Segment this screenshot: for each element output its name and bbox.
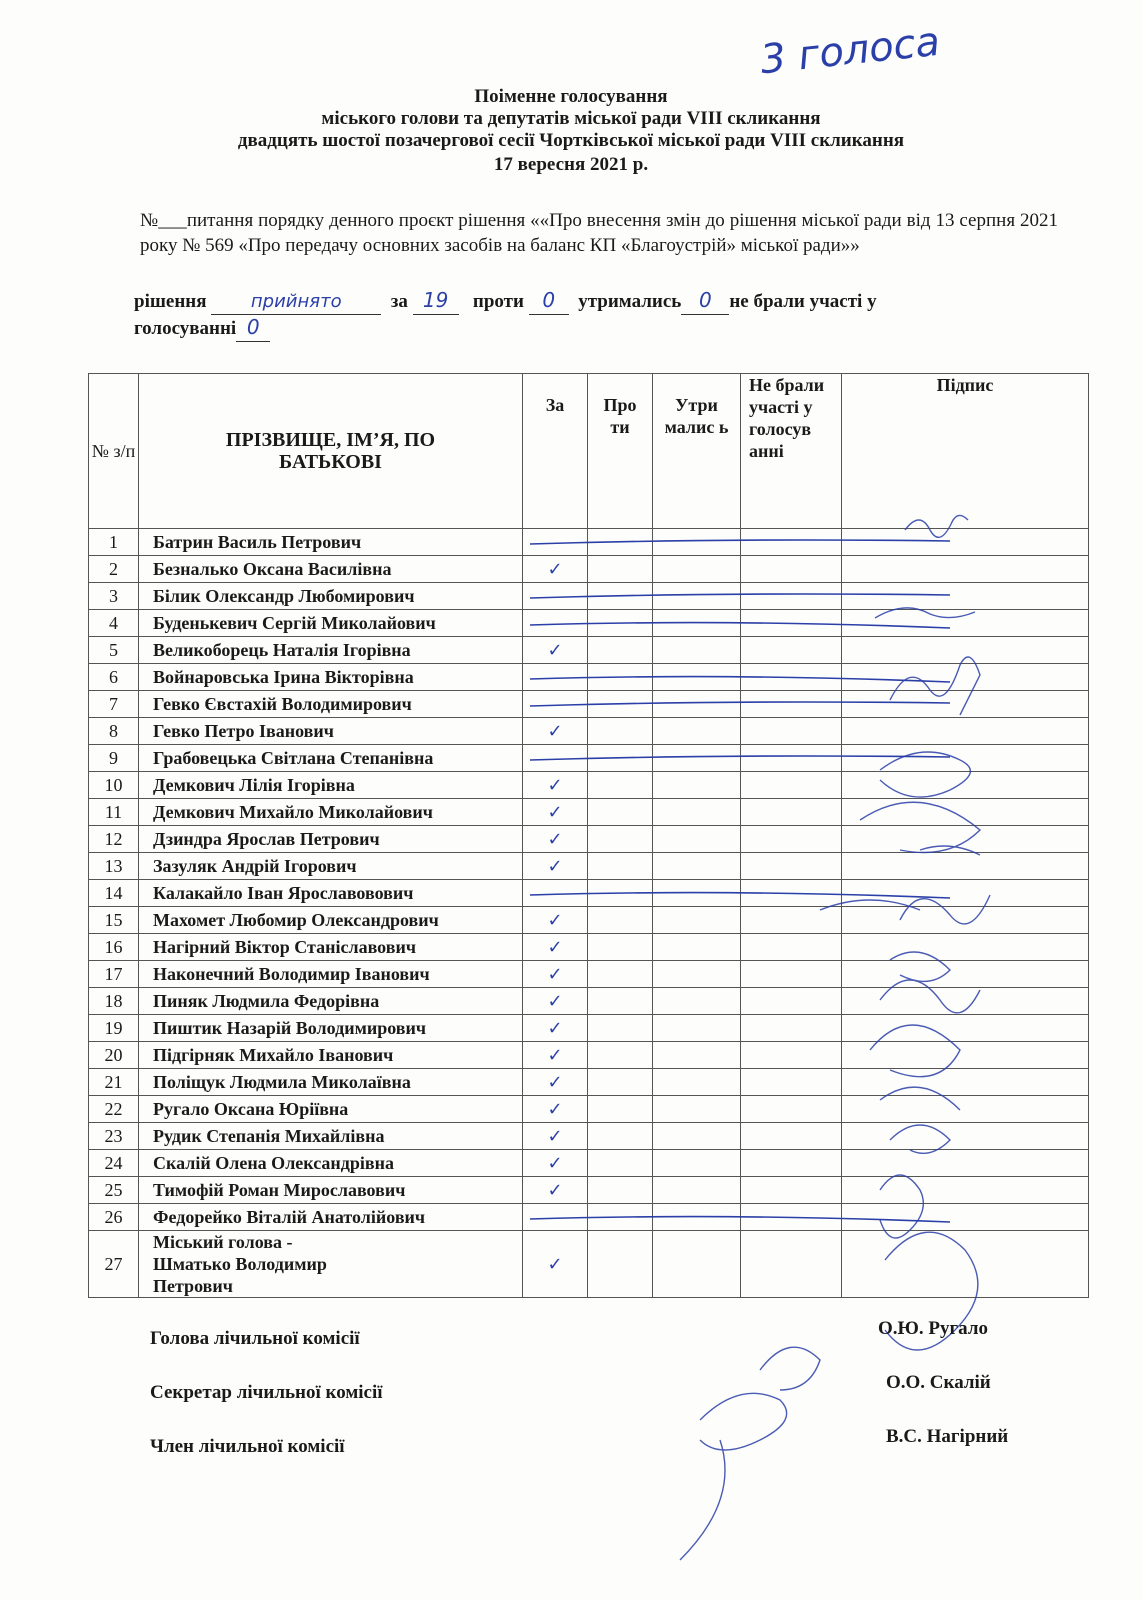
cell-not-voted — [741, 772, 842, 799]
cell-for — [523, 1177, 588, 1204]
row-name: Дзиндра Ярослав Петрович — [139, 826, 523, 853]
cell-not-voted — [741, 1231, 842, 1298]
cell-for — [523, 664, 588, 691]
cell-against — [588, 583, 653, 610]
row-number: 9 — [89, 745, 139, 772]
row-number: 6 — [89, 664, 139, 691]
cell-abstained — [653, 880, 741, 907]
row-name: Махомет Любомир Олександрович — [139, 907, 523, 934]
cell-abstained — [653, 1204, 741, 1231]
cell-for — [523, 691, 588, 718]
header-signature: Підпис — [842, 374, 1089, 529]
row-number: 22 — [89, 1096, 139, 1123]
cell-not-voted — [741, 1123, 842, 1150]
cell-signature — [842, 637, 1089, 664]
cell-not-voted — [741, 880, 842, 907]
cell-abstained — [653, 799, 741, 826]
row-name: Демкович Михайло Миколайович — [139, 799, 523, 826]
question-number: №___ — [140, 210, 187, 231]
row-name: Підгірняк Михайло Іванович — [139, 1042, 523, 1069]
row-name: Скалій Олена Олександрівна — [139, 1150, 523, 1177]
cell-signature — [842, 1069, 1089, 1096]
cell-for — [523, 745, 588, 772]
row-name: Грабовецька Світлана Степанівна — [139, 745, 523, 772]
row-name: Тимофій Роман Мирославович — [139, 1177, 523, 1204]
cell-against — [588, 934, 653, 961]
row-name: Войнаровська Ірина Вікторівна — [139, 664, 523, 691]
cell-abstained — [653, 934, 741, 961]
cell-abstained — [653, 1150, 741, 1177]
cell-abstained — [653, 1096, 741, 1123]
cell-not-voted — [741, 1015, 842, 1042]
header-name: ПРІЗВИЩЕ, ІМ’Я, ПО БАТЬКОВІ — [139, 374, 523, 529]
table-row — [89, 556, 1089, 583]
check-icon: ✓ — [547, 1071, 563, 1093]
table-row — [89, 1123, 1089, 1150]
cell-against — [588, 772, 653, 799]
cell-signature — [842, 1096, 1089, 1123]
cell-for — [523, 853, 588, 880]
cell-signature — [842, 772, 1089, 799]
cell-against — [588, 853, 653, 880]
table-row — [89, 1177, 1089, 1204]
cell-for — [523, 1096, 588, 1123]
cell-not-voted — [741, 718, 842, 745]
not-voted-value: 0 — [246, 315, 260, 339]
check-icon: ✓ — [547, 774, 563, 796]
row-name: Нагірний Віктор Станіславович — [139, 934, 523, 961]
cell-signature — [842, 1231, 1089, 1298]
check-icon: ✓ — [547, 1098, 563, 1120]
cell-for — [523, 718, 588, 745]
cell-against — [588, 610, 653, 637]
cell-abstained — [653, 556, 741, 583]
cell-not-voted — [741, 907, 842, 934]
chair-name: О.Ю. Ругало — [878, 1318, 988, 1339]
cell-against — [588, 718, 653, 745]
cell-for — [523, 1150, 588, 1177]
cell-for — [523, 529, 588, 556]
cell-signature — [842, 1042, 1089, 1069]
row-number: 20 — [89, 1042, 139, 1069]
row-number: 7 — [89, 691, 139, 718]
title-line-1: Поіменне голосування — [474, 86, 668, 107]
row-name: Гевко Петро Іванович — [139, 718, 523, 745]
cell-abstained — [653, 1015, 741, 1042]
check-icon: ✓ — [547, 990, 563, 1012]
cell-against — [588, 745, 653, 772]
for-label: за — [390, 291, 408, 312]
cell-for — [523, 556, 588, 583]
decision-value: прийнято — [250, 291, 342, 312]
cell-abstained — [653, 907, 741, 934]
cell-for — [523, 961, 588, 988]
row-name: Поліщук Людмила Миколаївна — [139, 1069, 523, 1096]
row-name: Калакайло Іван Ярославовович — [139, 880, 523, 907]
cell-for — [523, 907, 588, 934]
voting-table — [88, 373, 1089, 1298]
cell-not-voted — [741, 799, 842, 826]
against-value: 0 — [542, 288, 556, 312]
secretary-name: О.О. Скалій — [886, 1372, 991, 1393]
table-row — [89, 934, 1089, 961]
cell-abstained — [653, 988, 741, 1015]
cell-against — [588, 556, 653, 583]
row-number: 25 — [89, 1177, 139, 1204]
table-row — [89, 664, 1089, 691]
cell-against — [588, 799, 653, 826]
cell-against — [588, 961, 653, 988]
cell-abstained — [653, 529, 741, 556]
cell-for — [523, 1015, 588, 1042]
check-icon: ✓ — [547, 720, 563, 742]
check-icon: ✓ — [547, 558, 563, 580]
row-number: 14 — [89, 880, 139, 907]
table-row — [89, 1069, 1089, 1096]
cell-abstained — [653, 664, 741, 691]
check-icon: ✓ — [547, 1017, 563, 1039]
decision-label: рішення — [134, 291, 207, 312]
cell-signature — [842, 988, 1089, 1015]
cell-against — [588, 988, 653, 1015]
cell-for — [523, 880, 588, 907]
member-label: Член лічильної комісії — [150, 1436, 345, 1457]
table-row — [89, 529, 1089, 556]
cell-abstained — [653, 718, 741, 745]
check-icon: ✓ — [547, 1179, 563, 1201]
cell-against — [588, 1042, 653, 1069]
cell-against — [588, 1069, 653, 1096]
cell-not-voted — [741, 934, 842, 961]
table-row — [89, 826, 1089, 853]
cell-signature — [842, 934, 1089, 961]
table-row — [89, 1231, 1089, 1298]
row-name: Федорейко Віталій Анатолійович — [139, 1204, 523, 1231]
table-row — [89, 988, 1089, 1015]
row-number: 18 — [89, 988, 139, 1015]
cell-signature — [842, 799, 1089, 826]
cell-for — [523, 1204, 588, 1231]
title-line-3: двадцять шостої позачергової сесії Чортківської міської ради VIII скликання — [237, 130, 905, 151]
cell-against — [588, 826, 653, 853]
cell-for — [523, 988, 588, 1015]
cell-signature — [842, 718, 1089, 745]
row-number: 11 — [89, 799, 139, 826]
cell-for — [523, 637, 588, 664]
header-num: № з/п — [89, 374, 139, 529]
cell-signature — [842, 691, 1089, 718]
table-row — [89, 1150, 1089, 1177]
cell-not-voted — [741, 745, 842, 772]
table-row — [89, 610, 1089, 637]
row-number: 23 — [89, 1123, 139, 1150]
cell-for — [523, 934, 588, 961]
row-number: 5 — [89, 637, 139, 664]
check-icon: ✓ — [547, 1152, 563, 1174]
cell-signature — [842, 907, 1089, 934]
cell-against — [588, 1096, 653, 1123]
row-number: 15 — [89, 907, 139, 934]
row-number: 24 — [89, 1150, 139, 1177]
cell-for — [523, 1069, 588, 1096]
question-paragraph — [140, 208, 1058, 258]
row-name: Зазуляк Андрій Ігорович — [139, 853, 523, 880]
row-name: Батрин Василь Петрович — [139, 529, 523, 556]
row-name: Безналько Оксана Василівна — [139, 556, 523, 583]
cell-signature — [842, 529, 1089, 556]
check-icon: ✓ — [547, 1253, 563, 1275]
cell-signature — [842, 610, 1089, 637]
table-row — [89, 1015, 1089, 1042]
row-name: Гевко Євстахій Володимирович — [139, 691, 523, 718]
cell-abstained — [653, 1231, 741, 1298]
abstained-label: утримались — [578, 291, 682, 312]
cell-signature — [842, 853, 1089, 880]
header-abstained: Утри малис ь — [653, 374, 741, 529]
cell-against — [588, 907, 653, 934]
row-name: Великоборець Наталія Ігорівна — [139, 637, 523, 664]
check-icon: ✓ — [547, 828, 563, 850]
row-name: Білик Олександр Любомирович — [139, 583, 523, 610]
handwritten-note: 3 голоса — [758, 18, 943, 84]
row-number: 27 — [89, 1231, 139, 1298]
cell-abstained — [653, 1069, 741, 1096]
table-row — [89, 691, 1089, 718]
cell-against — [588, 1015, 653, 1042]
row-number: 21 — [89, 1069, 139, 1096]
row-number: 8 — [89, 718, 139, 745]
row-number: 3 — [89, 583, 139, 610]
for-value: 19 — [422, 288, 449, 312]
row-name: Буденькевич Сергій Миколайович — [139, 610, 523, 637]
cell-not-voted — [741, 610, 842, 637]
row-number: 16 — [89, 934, 139, 961]
cell-signature — [842, 664, 1089, 691]
not-voted-label-2: голосуванні — [134, 318, 237, 339]
cell-against — [588, 880, 653, 907]
cell-signature — [842, 1123, 1089, 1150]
row-name: Демкович Лілія Ігорівна — [139, 772, 523, 799]
cell-abstained — [653, 1177, 741, 1204]
row-number: 12 — [89, 826, 139, 853]
table-row — [89, 961, 1089, 988]
member-name: В.С. Нагірний — [886, 1426, 1009, 1447]
cell-signature — [842, 1204, 1089, 1231]
cell-not-voted — [741, 1150, 842, 1177]
table-row — [89, 637, 1089, 664]
cell-for — [523, 799, 588, 826]
cell-abstained — [653, 772, 741, 799]
table-row — [89, 745, 1089, 772]
cell-abstained — [653, 961, 741, 988]
abstained-value: 0 — [698, 288, 712, 312]
row-name: Рудик Степанія Михайлівна — [139, 1123, 523, 1150]
table-row — [89, 853, 1089, 880]
table-row — [89, 718, 1089, 745]
check-icon: ✓ — [547, 1044, 563, 1066]
title-date: 17 вересня 2021 р. — [493, 154, 649, 175]
cell-signature — [842, 745, 1089, 772]
cell-against — [588, 637, 653, 664]
not-voted-label: не брали участі у — [729, 291, 877, 312]
check-icon: ✓ — [547, 855, 563, 877]
row-name: Наконечний Володимир Іванович — [139, 961, 523, 988]
cell-against — [588, 529, 653, 556]
cell-not-voted — [741, 1096, 842, 1123]
cell-not-voted — [741, 637, 842, 664]
cell-not-voted — [741, 1204, 842, 1231]
cell-signature — [842, 583, 1089, 610]
cell-signature — [842, 1015, 1089, 1042]
cell-against — [588, 1150, 653, 1177]
cell-against — [588, 1231, 653, 1298]
cell-abstained — [653, 637, 741, 664]
cell-abstained — [653, 826, 741, 853]
cell-not-voted — [741, 529, 842, 556]
row-name: Пиняк Людмила Федорівна — [139, 988, 523, 1015]
cell-signature — [842, 556, 1089, 583]
table-row — [89, 907, 1089, 934]
cell-against — [588, 1177, 653, 1204]
table-row — [89, 583, 1089, 610]
cell-abstained — [653, 1042, 741, 1069]
check-icon: ✓ — [547, 801, 563, 823]
header-not-voted: Не брали участі у голосув анні — [741, 374, 842, 529]
row-number: 13 — [89, 853, 139, 880]
cell-not-voted — [741, 988, 842, 1015]
row-number: 17 — [89, 961, 139, 988]
row-number: 19 — [89, 1015, 139, 1042]
table-row — [89, 880, 1089, 907]
cell-signature — [842, 880, 1089, 907]
row-number: 4 — [89, 610, 139, 637]
cell-not-voted — [741, 853, 842, 880]
cell-for — [523, 583, 588, 610]
question-text: питання порядку денного проєкт рішення ««Про внесення змін до рішення міської ради від 13 серпня 2021 року № 569 «Про передачу основних засобів на баланс КП «Благоустрій» міської ради»» — [140, 210, 1058, 256]
cell-signature — [842, 1177, 1089, 1204]
cell-abstained — [653, 745, 741, 772]
cell-against — [588, 691, 653, 718]
row-name: Ругало Оксана Юріївна — [139, 1096, 523, 1123]
secretary-label: Секретар лічильної комісії — [150, 1382, 383, 1403]
cell-for — [523, 1042, 588, 1069]
row-name: Пиштик Назарій Володимирович — [139, 1015, 523, 1042]
cell-abstained — [653, 691, 741, 718]
cell-for — [523, 1231, 588, 1298]
row-number: 2 — [89, 556, 139, 583]
cell-not-voted — [741, 1177, 842, 1204]
cell-not-voted — [741, 556, 842, 583]
cell-for — [523, 772, 588, 799]
cell-not-voted — [741, 583, 842, 610]
cell-for — [523, 610, 588, 637]
cell-against — [588, 664, 653, 691]
check-icon: ✓ — [547, 639, 563, 661]
check-icon: ✓ — [547, 963, 563, 985]
header-for: За — [523, 374, 588, 529]
result-line — [134, 288, 1054, 342]
title-line-2: міського голови та депутатів міської ради VIII скликання — [321, 108, 821, 129]
check-icon: ✓ — [547, 936, 563, 958]
table-row — [89, 1042, 1089, 1069]
cell-abstained — [653, 583, 741, 610]
cell-for — [523, 826, 588, 853]
cell-not-voted — [741, 691, 842, 718]
cell-signature — [842, 1150, 1089, 1177]
check-icon: ✓ — [547, 909, 563, 931]
table-row — [89, 1096, 1089, 1123]
header-against: Про ти — [588, 374, 653, 529]
against-label: проти — [472, 291, 524, 312]
cell-abstained — [653, 1123, 741, 1150]
table-row — [89, 772, 1089, 799]
cell-abstained — [653, 610, 741, 637]
check-icon: ✓ — [547, 1125, 563, 1147]
cell-not-voted — [741, 826, 842, 853]
cell-against — [588, 1204, 653, 1231]
table-row — [89, 799, 1089, 826]
row-number: 26 — [89, 1204, 139, 1231]
cell-for — [523, 1123, 588, 1150]
cell-not-voted — [741, 961, 842, 988]
cell-not-voted — [741, 664, 842, 691]
cell-signature — [842, 961, 1089, 988]
table-row — [89, 1204, 1089, 1231]
row-name: Міський голова - Шматько Володимир Петрович — [139, 1231, 523, 1298]
cell-not-voted — [741, 1069, 842, 1096]
cell-abstained — [653, 853, 741, 880]
cell-not-voted — [741, 1042, 842, 1069]
cell-signature — [842, 826, 1089, 853]
chair-label: Голова лічильної комісії — [150, 1328, 360, 1349]
row-number: 10 — [89, 772, 139, 799]
row-number: 1 — [89, 529, 139, 556]
cell-against — [588, 1123, 653, 1150]
